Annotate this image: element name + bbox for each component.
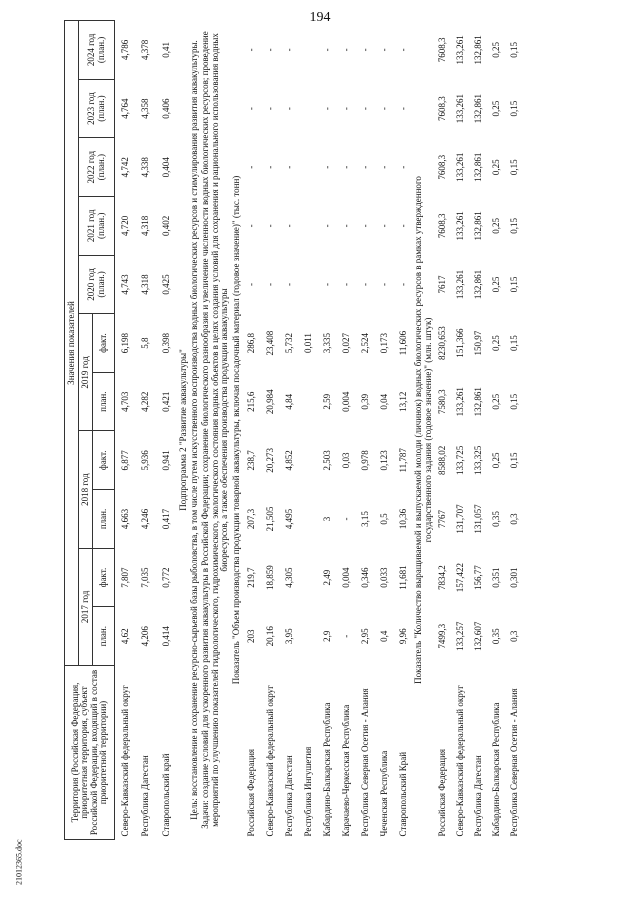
- row-value: 0,425: [161, 274, 172, 295]
- row-value: -: [340, 224, 351, 228]
- row-value: 0,301: [509, 567, 520, 588]
- table-row: [261, 21, 280, 840]
- row-territory: Республика Дагестан: [473, 755, 484, 837]
- row-territory: Чеченская Республика: [378, 750, 389, 837]
- table-row: [434, 21, 452, 840]
- page-number: 194: [309, 10, 331, 25]
- row-value: 0,5: [378, 513, 389, 525]
- row-value: 238,7: [245, 450, 256, 471]
- indicator1-body: [242, 21, 413, 840]
- row-value: 8588,02: [437, 445, 448, 475]
- row-value: [299, 548, 318, 607]
- row-value: 0,3: [509, 513, 520, 525]
- row-value: 0,417: [161, 508, 172, 530]
- row-value: 4,338: [140, 157, 151, 178]
- row-value: 2,95: [359, 628, 370, 645]
- row-value: 0,027: [340, 332, 351, 354]
- row-value: 132,861: [473, 35, 484, 65]
- group1-body: [115, 21, 178, 840]
- row-value: 4,62: [119, 628, 130, 645]
- row-value: 0,414: [161, 626, 172, 647]
- row-value: 7499,3: [437, 623, 448, 649]
- row-value: 0,011: [302, 333, 313, 354]
- row-value: -: [321, 282, 332, 286]
- row-value: 5,936: [140, 450, 151, 471]
- row-value: 3: [321, 516, 332, 522]
- row-value: [299, 138, 318, 197]
- row-value: 6,877: [119, 450, 130, 471]
- row-value: -: [283, 107, 294, 111]
- row-value: 7580,3: [437, 389, 448, 415]
- row-value: -: [245, 48, 256, 52]
- row-value: 7617: [437, 275, 448, 294]
- row-value: -: [340, 48, 351, 52]
- row-value: -: [321, 165, 332, 169]
- rotated-table-area: [64, 20, 630, 840]
- indicator2-body: [434, 21, 524, 840]
- row-value: 157,422: [455, 562, 466, 593]
- row-value: 0,41: [161, 42, 172, 58]
- row-value: 0,15: [509, 393, 520, 410]
- row-value: 0,25: [491, 452, 502, 469]
- row-territory: Северо-Кавказский федеральный округ: [119, 685, 130, 837]
- row-value: -: [264, 165, 275, 169]
- subprogram-section: [178, 21, 243, 840]
- row-value: 18,859: [264, 565, 275, 590]
- row-value: -: [340, 634, 351, 638]
- row-value: -: [245, 282, 256, 286]
- row-value: -: [264, 282, 275, 286]
- row-value: 0,35: [491, 628, 502, 645]
- row-value: 0,04: [378, 393, 389, 410]
- row-value: 4,318: [140, 215, 151, 236]
- row-value: -: [245, 165, 256, 169]
- row-value: 0,15: [509, 100, 520, 117]
- row-value: 0,15: [509, 276, 520, 293]
- row-value: 4,495: [283, 508, 294, 530]
- row-value: 2,503: [321, 450, 332, 471]
- row-value: 0,004: [340, 391, 351, 412]
- header-2023: 2023 год (план.): [79, 79, 115, 138]
- row-value: 0,15: [509, 42, 520, 58]
- row-value: 0,398: [161, 332, 172, 354]
- row-value: 0,941: [161, 450, 172, 471]
- header-fact: факт.: [93, 548, 115, 607]
- indicator1-title: Показатель "Объем производства продукции товарной аквакультуры, включая посадочный материал (годовое значение)" (тыс. тонн): [230, 175, 241, 685]
- table-row: [470, 21, 488, 840]
- row-value: 0,03: [340, 452, 351, 469]
- row-value: 4,206: [140, 626, 151, 647]
- row-territory: Республика Северная Осетия - Алания: [359, 688, 370, 837]
- header-2020: 2020 год (план.): [79, 255, 115, 314]
- row-value: -: [359, 224, 370, 228]
- row-value: 20,273: [264, 447, 275, 473]
- row-value: 13,12: [397, 391, 408, 412]
- table-row: [488, 21, 506, 840]
- row-value: 133,725: [455, 445, 466, 475]
- row-value: -: [340, 107, 351, 111]
- row-value: 0,25: [491, 159, 502, 176]
- row-value: 20,16: [264, 626, 275, 647]
- row-value: 156,77: [473, 565, 484, 590]
- row-value: 3,95: [283, 628, 294, 645]
- row-territory: Республика Дагестан: [140, 755, 151, 837]
- row-value: 0,25: [491, 335, 502, 351]
- row-value: 4,246: [140, 508, 151, 530]
- row-value: -: [321, 48, 332, 52]
- row-value: 9,96: [397, 628, 408, 645]
- row-value: -: [378, 224, 389, 228]
- row-value: 133,261: [455, 93, 466, 124]
- row-territory: Кабардино-Балкарская Республика: [321, 702, 332, 837]
- row-value: 8230,653: [437, 326, 448, 360]
- row-value: -: [397, 107, 408, 111]
- row-value: -: [397, 48, 408, 52]
- row-value: 20,984: [264, 389, 275, 415]
- row-value: 132,861: [473, 269, 484, 300]
- row-value: 0,39: [359, 393, 370, 410]
- row-value: 0,351: [491, 567, 502, 588]
- row-value: 0,35: [491, 511, 502, 527]
- header-fact: факт.: [93, 431, 115, 490]
- header-2019: 2019 год: [79, 314, 93, 431]
- row-value: 133,261: [455, 269, 466, 300]
- row-value: 0,15: [509, 217, 520, 234]
- row-value: 132,861: [473, 152, 484, 182]
- header-2024: 2024 год (план.): [79, 21, 115, 80]
- row-value: -: [283, 48, 294, 52]
- row-value: 2,524: [359, 332, 370, 354]
- row-value: [299, 255, 318, 314]
- row-value: -: [359, 282, 370, 286]
- row-territory: Российская Федерация: [245, 748, 256, 837]
- header-plan: план.: [93, 607, 115, 666]
- table-row: [375, 21, 394, 840]
- row-value: 10,36: [397, 508, 408, 530]
- row-territory: Северо-Кавказский федеральный округ: [455, 685, 466, 837]
- row-value: 23,408: [264, 330, 275, 356]
- row-value: 7834,2: [437, 565, 448, 590]
- row-value: 4,378: [140, 39, 151, 60]
- row-value: [299, 21, 318, 80]
- row-value: 4,282: [140, 391, 151, 412]
- table-row: [242, 21, 261, 840]
- row-value: -: [378, 48, 389, 52]
- row-value: 215,6: [245, 391, 256, 412]
- row-value: 0,4: [378, 630, 389, 642]
- row-value: 7608,3: [437, 96, 448, 121]
- row-value: 0,421: [161, 391, 172, 412]
- row-value: 7,035: [140, 567, 151, 588]
- row-value: 4,305: [283, 567, 294, 588]
- indicators-table: [64, 20, 524, 840]
- row-value: 7608,3: [437, 213, 448, 239]
- row-value: 21,505: [264, 506, 275, 532]
- row-value: -: [397, 165, 408, 169]
- row-value: -: [340, 517, 351, 521]
- row-value: 5,732: [283, 332, 294, 354]
- row-value: 4,720: [119, 215, 130, 236]
- row-value: -: [359, 107, 370, 111]
- row-value: 2,59: [321, 393, 332, 410]
- row-value: 207,3: [245, 508, 256, 530]
- row-value: 132,861: [473, 211, 484, 241]
- row-value: 203: [245, 629, 256, 643]
- row-value: 0,25: [491, 276, 502, 293]
- row-value: 4,703: [119, 391, 130, 412]
- row-value: -: [245, 224, 256, 228]
- row-territory: Ставропольский Край: [397, 751, 408, 837]
- row-value: -: [245, 107, 256, 111]
- row-value: 0,346: [359, 567, 370, 588]
- row-value: 0,25: [491, 42, 502, 58]
- row-value: -: [397, 282, 408, 286]
- row-value: [299, 372, 318, 431]
- row-value: -: [340, 282, 351, 286]
- row-value: -: [264, 224, 275, 228]
- row-territory: Карачаево-Черкесская Республика: [340, 704, 351, 837]
- row-value: 7767: [437, 509, 448, 528]
- row-value: -: [359, 48, 370, 52]
- table-row: [452, 21, 470, 840]
- row-value: 133,261: [455, 387, 466, 417]
- row-value: -: [283, 165, 294, 169]
- row-value: 132,861: [473, 93, 484, 124]
- row-value: 6,198: [119, 332, 130, 354]
- table-row: [356, 21, 375, 840]
- row-value: 150,97: [473, 330, 484, 356]
- table-row: [318, 21, 337, 840]
- row-territory: Российская Федерация: [437, 748, 448, 837]
- row-value: 0,25: [491, 217, 502, 234]
- row-value: [299, 197, 318, 256]
- row-value: 0,406: [161, 98, 172, 119]
- row-value: 133,261: [455, 35, 466, 65]
- row-value: -: [378, 107, 389, 111]
- table-row: [506, 21, 524, 840]
- row-value: 0,402: [161, 215, 172, 236]
- row-value: -: [283, 224, 294, 228]
- row-value: [299, 490, 318, 549]
- row-value: 133,257: [455, 621, 466, 651]
- row-value: 4,663: [119, 508, 130, 530]
- row-value: 4,358: [140, 98, 151, 119]
- row-value: 4,786: [119, 39, 130, 60]
- row-value: 4,84: [283, 393, 294, 410]
- row-value: 132,607: [473, 621, 484, 651]
- header-2022: 2022 год (план.): [79, 138, 115, 197]
- document-id: 21012365.doc: [14, 839, 24, 885]
- row-value: 0,173: [378, 332, 389, 354]
- row-value: 286,8: [245, 332, 256, 354]
- table-row: [337, 21, 356, 840]
- row-value: 11,681: [397, 565, 408, 590]
- header-plan: план.: [93, 490, 115, 549]
- header-fact: факт.: [93, 314, 115, 373]
- row-territory: Кабардино-Балкарская Республика: [491, 702, 502, 837]
- row-value: 133,261: [455, 152, 466, 182]
- tasks-text: Задачи: создание условий для ускоренного развития аквакультуры в Российской Федерации; сохранение биологического разнообразия и увеличение численности водных биологических ресурсов; проведение мероприятий по улучшению показателей гидрологического, гидрохимического, экологического состояния водных объектов в целях создания условий для сохранения и рационального использования водных биоресурсов, а также обеспечения производства продукции аквакультуры: [200, 31, 230, 829]
- row-territory: Ставропольский край: [161, 753, 172, 837]
- row-value: 0,123: [378, 450, 389, 471]
- row-value: 2,49: [321, 569, 332, 586]
- row-value: 7608,3: [437, 154, 448, 180]
- row-value: 11,787: [397, 448, 408, 473]
- row-value: -: [397, 224, 408, 228]
- row-territory: Республика Северная Осетия - Алания: [509, 688, 520, 837]
- row-value: 0,25: [491, 393, 502, 410]
- row-value: 4,318: [140, 274, 151, 295]
- row-value: -: [264, 107, 275, 111]
- row-value: -: [378, 282, 389, 286]
- indicator2-title: Показатель "Количество выращиваемой и выпускаемой молоди (личинок) водных биологических ресурсов в рамках утвержденного государственного задания (годовое значение)" (млн. штук): [413, 176, 433, 684]
- header-plan: план.: [93, 372, 115, 431]
- row-value: 131,057: [473, 504, 484, 534]
- row-value: -: [321, 224, 332, 228]
- header-2017: 2017 год: [79, 548, 93, 665]
- row-value: [299, 79, 318, 138]
- row-value: 0,004: [340, 567, 351, 588]
- row-value: 2,9: [321, 630, 332, 642]
- subprogram-title: Подпрограмма 2 "Развитие аквакультуры": [177, 349, 188, 511]
- indicator2-section: [413, 21, 434, 840]
- row-value: -: [359, 165, 370, 169]
- row-territory: Северо-Кавказский федеральный округ: [264, 685, 275, 837]
- row-value: 11,606: [397, 330, 408, 356]
- row-value: 0,3: [509, 630, 520, 642]
- row-value: 4,764: [119, 98, 130, 119]
- row-value: 3,15: [359, 511, 370, 527]
- row-value: 0,978: [359, 450, 370, 471]
- row-value: 133,325: [473, 445, 484, 475]
- row-value: 219,7: [245, 567, 256, 588]
- row-value: 5,8: [140, 337, 151, 349]
- row-value: 0,15: [509, 159, 520, 176]
- row-value: 7,807: [119, 567, 130, 588]
- table-row: [394, 21, 413, 840]
- row-value: 0,25: [491, 100, 502, 117]
- row-value: -: [264, 48, 275, 52]
- row-value: -: [283, 282, 294, 286]
- header-2021: 2021 год (план.): [79, 197, 115, 256]
- header-values: Значения показателей: [65, 21, 79, 666]
- row-value: 132,861: [473, 387, 484, 417]
- row-value: 133,261: [455, 211, 466, 241]
- row-value: -: [321, 107, 332, 111]
- row-value: -: [340, 165, 351, 169]
- row-value: 0,404: [161, 157, 172, 178]
- row-value: 7608,3: [437, 37, 448, 63]
- row-territory: Республика Ингушетия: [302, 746, 313, 837]
- row-value: -: [378, 165, 389, 169]
- table-row: [115, 21, 136, 840]
- goal-text: Цель: восстановление и сохранение ресурсно-сырьевой базы рыболовства, в том числе путем искусственного воспроизводства водных биологических ресурсов и стимулирования развития аквакультуры.: [188, 40, 199, 820]
- row-value: 3,335: [321, 332, 332, 354]
- row-value: [299, 431, 318, 490]
- header-2018: 2018 год: [79, 431, 93, 548]
- row-value: 4,852: [283, 450, 294, 471]
- table-row: [299, 21, 318, 840]
- row-value: 151,366: [455, 328, 466, 358]
- table-row: [280, 21, 299, 840]
- table-row: [157, 21, 178, 840]
- row-value: 4,743: [119, 274, 130, 295]
- row-value: [299, 607, 318, 666]
- row-value: 0,15: [509, 452, 520, 469]
- row-territory: Республика Дагестан: [283, 755, 294, 837]
- row-value: 0,15: [509, 335, 520, 351]
- row-value: 4,742: [119, 157, 130, 178]
- table-row: [136, 21, 157, 840]
- row-value: 131,707: [455, 504, 466, 534]
- header-territory: Территория (Российская Федерация, приоритетная территория, субъект Российской Федерации, входящий в состав приоритетной территории): [65, 666, 115, 840]
- row-value: 0,033: [378, 567, 389, 588]
- row-value: 0,772: [161, 567, 172, 588]
